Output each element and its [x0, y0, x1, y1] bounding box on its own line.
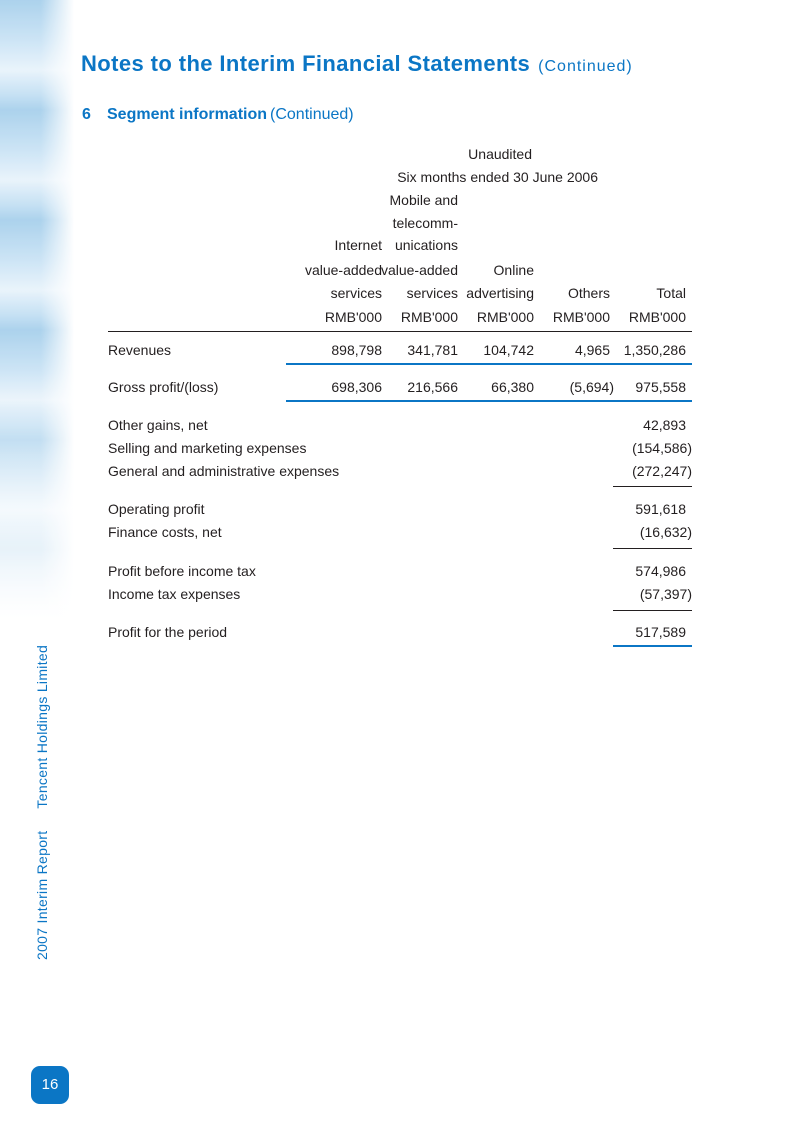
col-header-line: value-added	[304, 262, 382, 278]
col-header-line: RMB'000	[400, 309, 458, 325]
row-label: Other gains, net	[108, 417, 208, 433]
cell-total: (272,247)	[632, 463, 692, 479]
col-header-line: Mobile and	[389, 192, 458, 208]
col-header-line: Others	[567, 285, 610, 301]
col-header-line: services	[406, 285, 458, 301]
col-header-line: Internet	[334, 237, 382, 253]
cell-online: 66,380	[491, 379, 534, 395]
section-heading	[82, 106, 354, 124]
decorative-side-band	[0, 0, 74, 620]
header-unaudited: Unaudited	[468, 146, 532, 162]
cell-internet: 898,798	[331, 342, 382, 358]
cell-total: 517,589	[635, 624, 686, 640]
row-label: Gross profit/(loss)	[108, 379, 219, 395]
section-name: Segment information	[107, 106, 268, 123]
row-label: Operating profit	[108, 501, 205, 517]
row-label: Revenues	[108, 342, 172, 358]
col-header-line: RMB'000	[476, 309, 534, 325]
col-header-line: RMB'000	[628, 309, 686, 325]
subtotal-rule	[613, 548, 692, 549]
cell-others: 4,965	[574, 342, 610, 358]
cell-internet: 698,306	[331, 379, 382, 395]
cell-total: 42,893	[643, 417, 686, 433]
gross-profit-underline	[286, 400, 692, 402]
cell-total: 975,558	[635, 379, 686, 395]
row-label: General and administrative expenses	[108, 463, 340, 479]
col-header-line: Total	[656, 285, 686, 301]
revenues-underline	[286, 363, 692, 365]
col-header-line: advertising	[466, 285, 534, 301]
row-label: Selling and marketing expenses	[108, 440, 307, 456]
company-name: Tencent Holdings Limited	[34, 644, 50, 809]
col-header-line: value-added	[380, 262, 458, 278]
final-underline	[613, 645, 692, 647]
report-name: 2007 Interim Report	[34, 830, 50, 960]
col-header-line: telecomm-	[392, 215, 458, 231]
page-title-text: Notes to the Interim Financial Statements	[81, 51, 531, 76]
cell-total: (57,397)	[639, 586, 692, 602]
sidebar-caption	[34, 645, 50, 960]
page-title-continued: (Continued)	[538, 58, 633, 75]
page-title	[81, 51, 633, 77]
row-label: Income tax expenses	[108, 586, 241, 602]
col-header-line: RMB'000	[552, 309, 610, 325]
section-number: 6	[82, 106, 91, 123]
cell-mobile: 216,566	[407, 379, 458, 395]
row-label: Finance costs, net	[108, 524, 222, 540]
header-rule	[108, 331, 692, 332]
cell-online: 104,742	[483, 342, 534, 358]
cell-total: 1,350,286	[623, 342, 686, 358]
page-number: 16	[31, 1066, 69, 1104]
cell-total: 574,986	[635, 563, 686, 579]
row-label: Profit before income tax	[108, 563, 256, 579]
subtotal-rule	[613, 610, 692, 611]
section-continued: (Continued)	[270, 106, 354, 123]
cell-total: 591,618	[635, 501, 686, 517]
col-header-line: services	[330, 285, 382, 301]
cell-total: (16,632)	[639, 524, 692, 540]
row-label: Profit for the period	[108, 624, 228, 640]
header-period: Six months ended 30 June 2006	[397, 169, 598, 185]
col-header-line: Online	[493, 262, 534, 278]
cell-mobile: 341,781	[407, 342, 458, 358]
subtotal-rule	[613, 486, 692, 487]
cell-others: (5,694)	[569, 379, 614, 395]
col-header-line: unications	[394, 237, 458, 253]
cell-total: (154,586)	[632, 440, 692, 456]
col-header-line: RMB'000	[324, 309, 382, 325]
